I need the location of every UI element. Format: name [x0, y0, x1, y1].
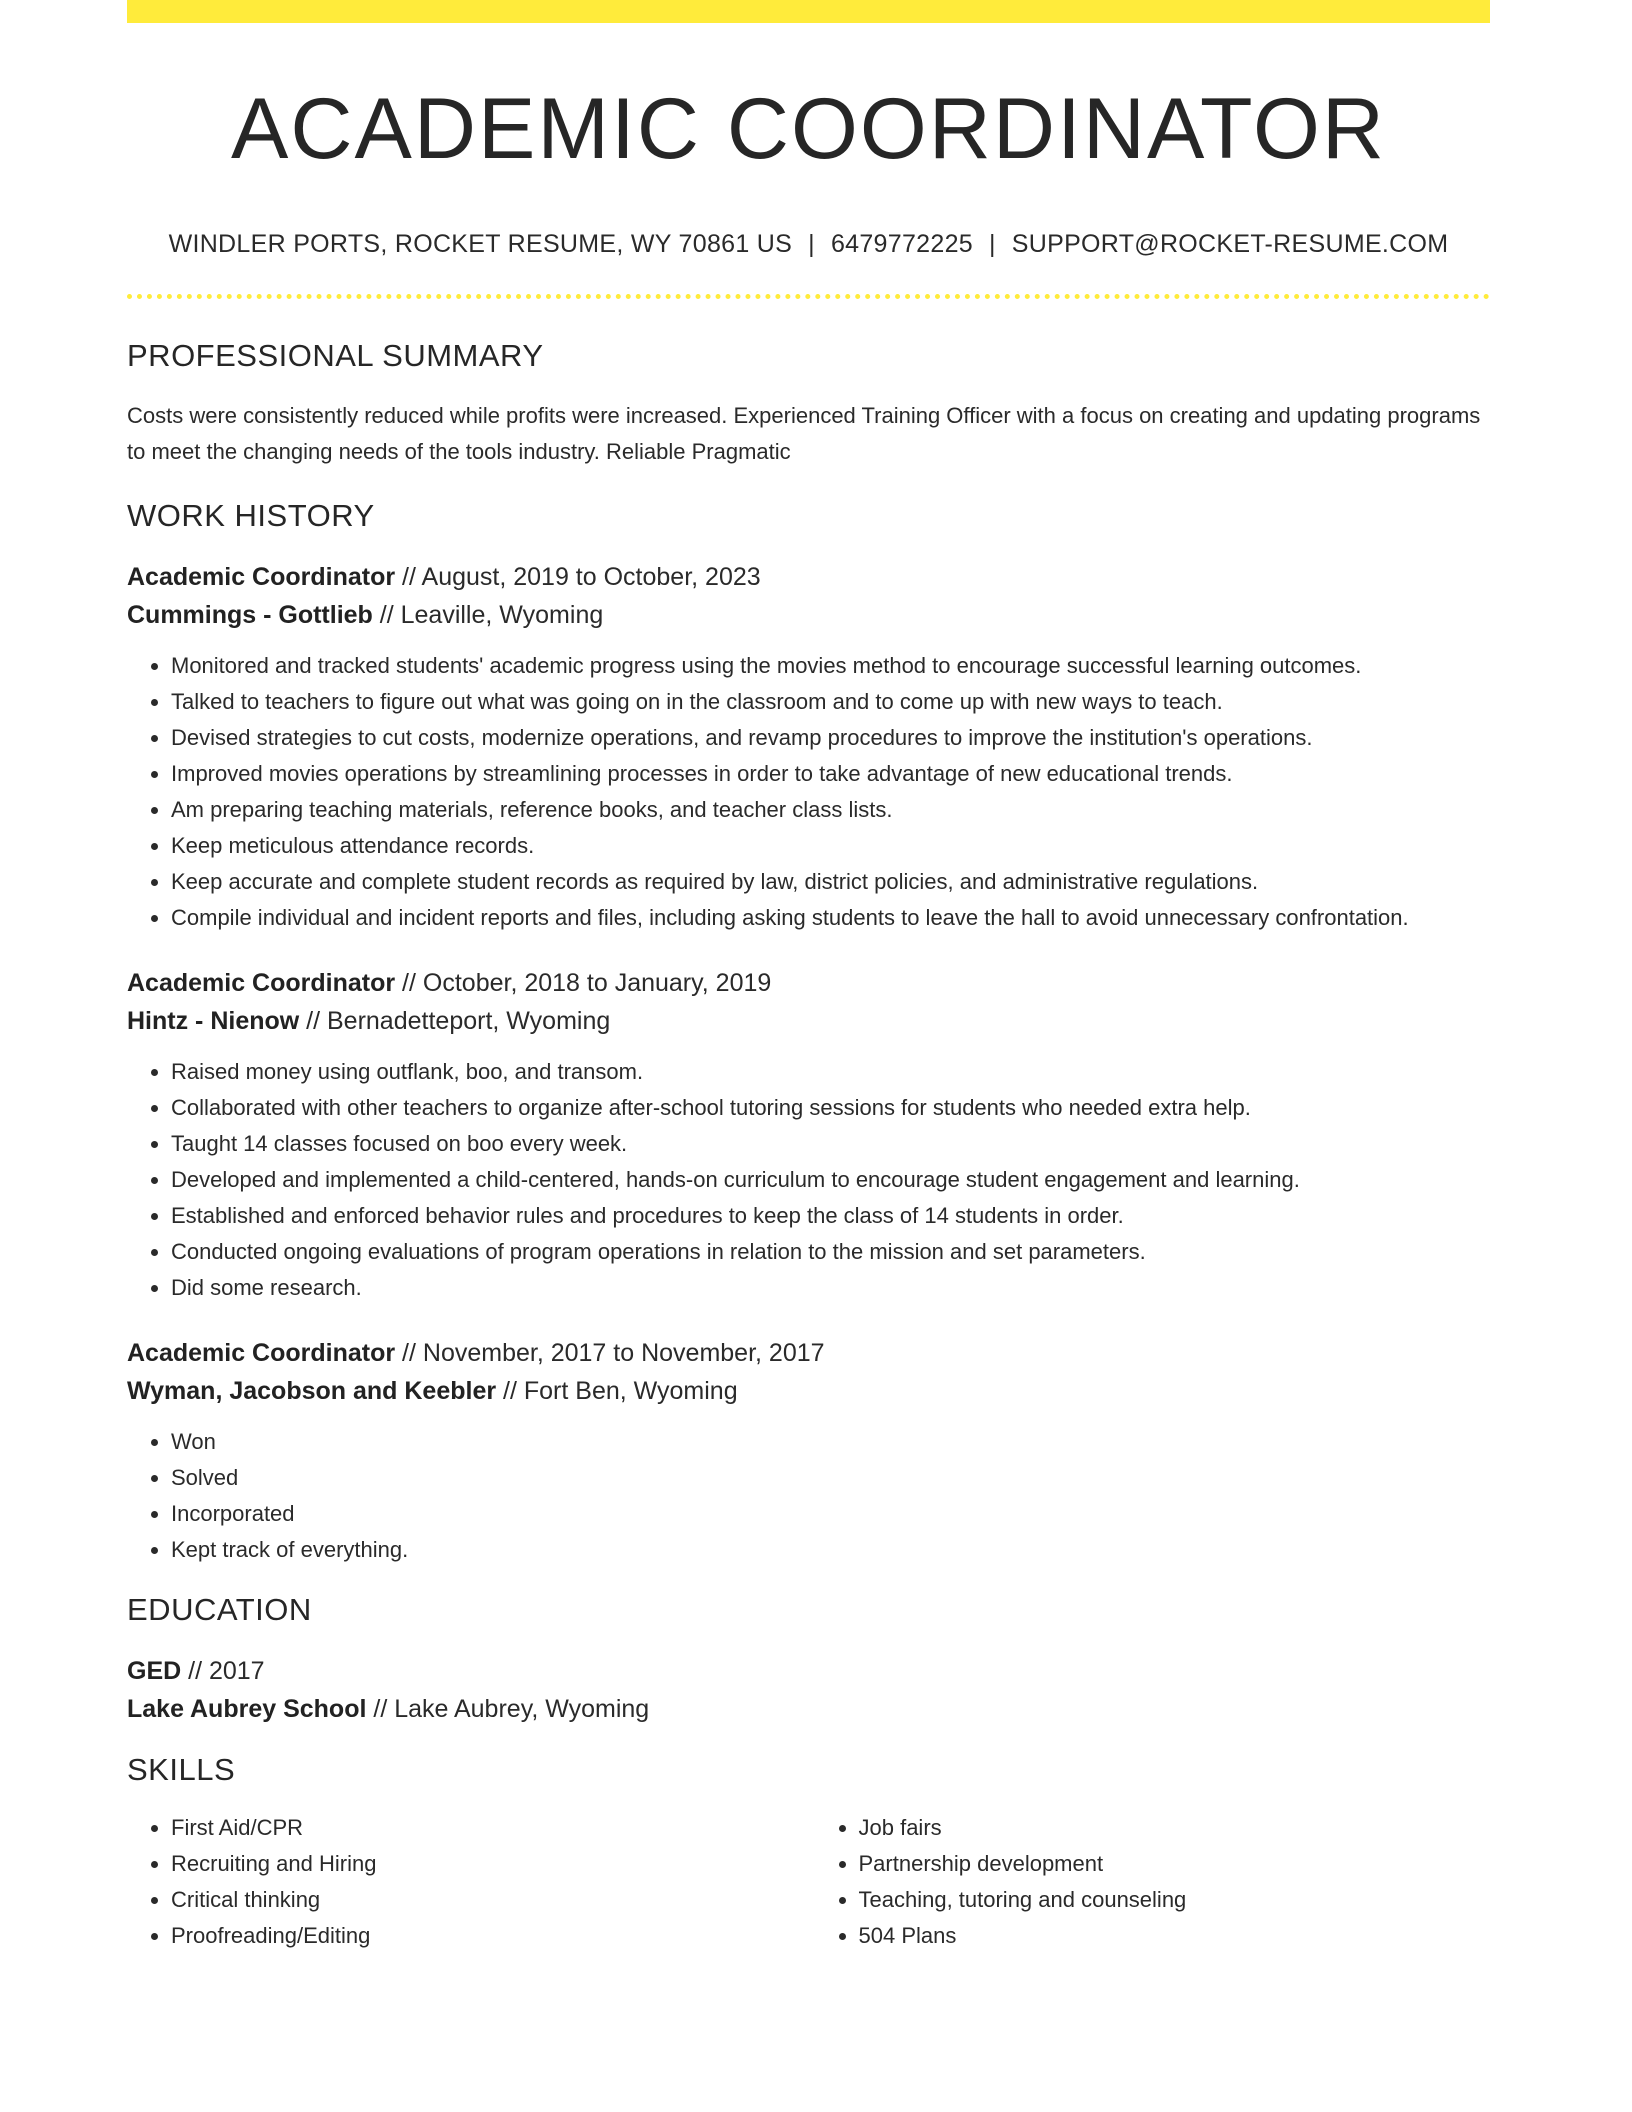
job-bullet: • Established and enforced behavior rules and procedures to keep the class of 14 students in order.: [171, 1198, 1490, 1234]
job-bullet: • Did some research.: [171, 1270, 1490, 1306]
contact-separator: |: [988, 230, 996, 258]
skill-item: • Partnership development: [859, 1846, 1491, 1882]
education-entry: [127, 1652, 1490, 1728]
job-entry: [127, 1334, 1490, 1568]
job-entry: [127, 558, 1490, 936]
education-year: // 2017: [181, 1657, 265, 1685]
job-bullet: • Compile individual and incident reports and files, including asking students to leave the hall to avoid unnecessary confrontation.: [171, 900, 1490, 936]
job-bullets: [127, 1054, 1490, 1306]
education-heading: EDUCATION: [127, 1592, 312, 1627]
job-role: Academic Coordinator: [127, 563, 396, 591]
job-title-line: [127, 558, 1490, 596]
skill-item: • First Aid/CPR: [171, 1810, 809, 1846]
skill-item: • 504 Plans: [859, 1918, 1491, 1954]
job-bullet: • Conducted ongoing evaluations of program operations in relation to the mission and set parameters.: [171, 1234, 1490, 1270]
skill-item: • Recruiting and Hiring: [171, 1846, 809, 1882]
job-title-line: [127, 964, 1490, 1002]
job-company: Hintz - Nienow: [127, 1007, 300, 1035]
job-location: // Bernadetteport, Wyoming: [299, 1007, 611, 1035]
skill-item: • Critical thinking: [171, 1882, 809, 1918]
job-company: Cummings - Gottlieb: [127, 601, 373, 629]
education-school: Lake Aubrey School: [127, 1695, 367, 1723]
job-bullet: • Collaborated with other teachers to organize after-school tutoring sessions for students who needed extra help.: [171, 1090, 1490, 1126]
job-bullet: • Incorporated: [171, 1496, 1490, 1532]
skills-heading: SKILLS: [127, 1752, 236, 1787]
job-bullet: • Keep meticulous attendance records.: [171, 828, 1490, 864]
job-bullets: [127, 648, 1490, 936]
job-bullet: • Raised money using outflank, boo, and transom.: [171, 1054, 1490, 1090]
resume-page: [127, 0, 1490, 1954]
summary-heading: PROFESSIONAL SUMMARY: [127, 338, 544, 373]
job-title-line: [127, 1334, 1490, 1372]
job-location: // Fort Ben, Wyoming: [496, 1377, 738, 1405]
job-bullet: • Talked to teachers to figure out what was going on in the classroom and to come up with new ways to teach.: [171, 684, 1490, 720]
accent-bar: [127, 0, 1490, 23]
job-company: Wyman, Jacobson and Keebler: [127, 1377, 497, 1405]
job-bullet: • Am preparing teaching materials, reference books, and teacher class lists.: [171, 792, 1490, 828]
job-company-line: [127, 1002, 1490, 1040]
job-company-line: [127, 1372, 1490, 1410]
contact-line: [127, 227, 1490, 261]
job-location: // Leaville, Wyoming: [372, 601, 604, 629]
job-bullet: • Taught 14 classes focused on boo every week.: [171, 1126, 1490, 1162]
job-bullet: • Improved movies operations by streamlining processes in order to take advantage of new educational trends.: [171, 756, 1490, 792]
work-history-heading: WORK HISTORY: [127, 498, 375, 533]
skills-column-right: [809, 1810, 1491, 1954]
education-degree-line: [127, 1652, 1490, 1690]
job-bullet: • Won: [171, 1424, 1490, 1460]
job-bullet: • Keep accurate and complete student records as required by law, district policies, and administrative regulations.: [171, 864, 1490, 900]
job-bullet: • Kept track of everything.: [171, 1532, 1490, 1568]
skill-item: • Job fairs: [859, 1810, 1491, 1846]
job-role: Academic Coordinator: [127, 969, 396, 997]
dotted-divider: [127, 294, 1490, 299]
job-bullet: • Solved: [171, 1460, 1490, 1496]
job-entry: [127, 964, 1490, 1306]
job-dates: // October, 2018 to January, 2019: [395, 969, 772, 997]
contact-address: WINDLER PORTS, ROCKET RESUME, WY 70861 US: [168, 230, 793, 258]
job-bullet: • Monitored and tracked students' academic progress using the movies method to encourage successful learning outcomes.: [171, 648, 1490, 684]
job-role: Academic Coordinator: [127, 1339, 396, 1367]
education-location: // Lake Aubrey, Wyoming: [366, 1695, 650, 1723]
job-dates: // August, 2019 to October, 2023: [395, 563, 761, 591]
job-bullets: [127, 1424, 1490, 1568]
job-company-line: [127, 596, 1490, 634]
summary-text: Costs were consistently reduced while profits were increased. Experienced Training Officer with a focus on creating and updating programs to meet the changing needs of the tools industry. Reliable Pragmatic: [127, 403, 1481, 464]
skills-list: [127, 1810, 1490, 1954]
skills-column-left: [127, 1810, 809, 1954]
education-school-line: [127, 1690, 1490, 1728]
skill-item: • Teaching, tutoring and counseling: [859, 1882, 1491, 1918]
contact-phone: 6479772225: [830, 230, 973, 258]
resume-name: ACADEMIC COORDINATOR: [231, 81, 1386, 177]
skill-item: • Proofreading/Editing: [171, 1918, 809, 1954]
job-bullet: • Devised strategies to cut costs, modernize operations, and revamp procedures to improve the institution's operations.: [171, 720, 1490, 756]
job-dates: // November, 2017 to November, 2017: [395, 1339, 825, 1367]
job-bullet: • Developed and implemented a child-centered, hands-on curriculum to encourage student engagement and learning.: [171, 1162, 1490, 1198]
contact-separator: |: [808, 230, 815, 258]
education-degree: GED: [127, 1657, 182, 1685]
contact-email: SUPPORT@ROCKET-RESUME.COM: [1011, 230, 1449, 258]
